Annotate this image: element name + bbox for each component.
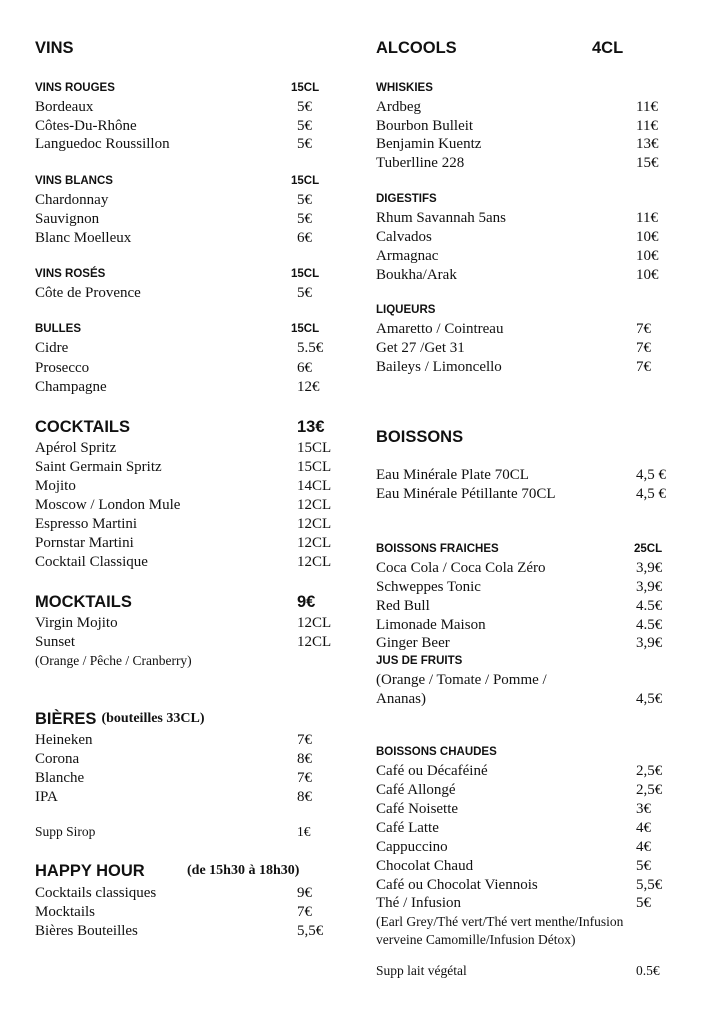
menu-item (376, 338, 668, 358)
group-header-jus-de-fruits (376, 651, 668, 671)
menu-item (376, 116, 668, 136)
menu-item (376, 134, 668, 154)
item-name: Languedoc Roussillon (35, 136, 170, 152)
item-name: Champagne (35, 379, 107, 395)
size: 15CL (291, 175, 320, 187)
group-header-vins-roses (35, 264, 325, 284)
item-price: 3€ (636, 801, 651, 817)
item-name: Bourbon Bulleit (376, 118, 474, 134)
menu-item (376, 780, 668, 800)
section-price: 13€ (297, 418, 325, 436)
group-header-vins-rouges (35, 78, 325, 98)
item-name: Supp lait végétal (376, 963, 467, 978)
item-name: Café Latte (376, 820, 439, 836)
item-name: Sauvignon (35, 211, 100, 227)
menu-item (376, 265, 668, 285)
item-price: 5,5€ (297, 923, 324, 939)
item-name: Limonade Maison (376, 617, 486, 633)
item-name: Blanche (35, 770, 85, 786)
item-price: 4€ (636, 839, 651, 855)
title: VINS ROUGES (35, 82, 115, 94)
note: verveine Camomille/Infusion Détox) (376, 932, 576, 947)
item-name: Café Allongé (376, 782, 456, 798)
item-name: Amaretto / Cointreau (376, 321, 504, 337)
menu-item (35, 495, 332, 515)
title: COCKTAILS (35, 418, 131, 436)
title: MOCKTAILS (35, 593, 132, 611)
item-size: 12CL (297, 554, 332, 570)
item-price: 6€ (297, 360, 312, 376)
item-name: Chocolat Chaud (376, 858, 474, 874)
item-price: 5€ (297, 211, 312, 227)
item-price: 5€ (297, 118, 312, 134)
section-title-mocktails (35, 592, 325, 612)
menu-item (376, 319, 668, 339)
subtitle: (bouteilles 33CL) (101, 711, 205, 726)
item-price: 4,5€ (636, 691, 663, 707)
item-name: Sunset (35, 634, 76, 650)
menu-item (376, 875, 668, 895)
menu-item (35, 116, 325, 136)
item-price: 12€ (297, 379, 320, 395)
item-price: 4,5 € (636, 467, 666, 483)
item-name: Saint Germain Spritz (35, 459, 162, 475)
item-name: Corona (35, 751, 80, 767)
item-name: Coca Cola / Coca Cola Zéro (376, 560, 546, 576)
menu-item (35, 358, 325, 378)
item-price: 5,5€ (636, 877, 663, 893)
menu-item (35, 730, 325, 750)
menu-item (35, 377, 325, 397)
menu-item (35, 476, 332, 496)
title: JUS DE FRUITS (376, 655, 463, 667)
item-name: Pornstar Martini (35, 535, 134, 551)
section-price: 9€ (297, 593, 316, 611)
item-name: Supp Sirop (35, 824, 96, 839)
item-price: 0.5€ (636, 963, 660, 978)
title: BIÈRES (35, 710, 97, 728)
item-price: 7€ (636, 321, 651, 337)
size: 25CL (634, 543, 663, 555)
item-name: Café Noisette (376, 801, 459, 817)
title: LIQUEURS (376, 304, 436, 316)
item-name: Get 27 /Get 31 (376, 340, 465, 356)
menu-item (35, 787, 325, 807)
item-name: Ginger Beer (376, 635, 450, 651)
note: (Orange / Pêche / Cranberry) (35, 653, 192, 668)
item-price: 9€ (297, 885, 312, 901)
item-price: 2,5€ (636, 782, 663, 798)
item-name: Rhum Savannah 5ans (376, 210, 506, 226)
item-price: 4.5€ (636, 617, 663, 633)
item-price: 7€ (636, 359, 651, 375)
menu-item (35, 514, 332, 534)
item-name: Bières Bouteilles (35, 923, 138, 939)
item-note (376, 670, 668, 690)
menu-item (376, 633, 668, 653)
item-note (35, 651, 325, 671)
item-name: Red Bull (376, 598, 430, 614)
item-size: 12CL (297, 535, 332, 551)
menu-item (35, 438, 332, 458)
title: BOISSONS (376, 428, 464, 446)
item-name: Cappuccino (376, 839, 448, 855)
group-header-digestifs (376, 189, 668, 209)
group-header-vins-blancs (35, 171, 325, 191)
title: DIGESTIFS (376, 193, 437, 205)
item-price: 7€ (297, 732, 312, 748)
menu-item (376, 465, 668, 485)
item-size: 12CL (297, 634, 332, 650)
menu-item (376, 893, 668, 913)
item-name: Heineken (35, 732, 93, 748)
group-header-whiskies (376, 78, 668, 98)
item-price: 8€ (297, 751, 312, 767)
menu-item (35, 209, 325, 229)
menu-item (35, 902, 325, 922)
item-name: Tuberlline 228 (376, 155, 465, 171)
item-price: 15€ (636, 155, 659, 171)
menu-item (376, 97, 668, 117)
menu-item (35, 228, 325, 248)
item-name: Chardonnay (35, 192, 109, 208)
section-title-alcools (376, 38, 668, 58)
item-name: Armagnac (376, 248, 439, 264)
title: VINS BLANCS (35, 175, 113, 187)
item-name: Benjamin Kuentz (376, 136, 482, 152)
item-price: 7€ (297, 770, 312, 786)
menu-item (376, 761, 668, 781)
item-name: Apérol Spritz (35, 440, 117, 456)
title: HAPPY HOUR (35, 862, 145, 880)
item-name: Virgin Mojito (35, 615, 118, 631)
item-name: Blanc Moelleux (35, 230, 132, 246)
item-size: 15CL (297, 440, 332, 456)
menu-item (35, 134, 325, 154)
item-name: Ananas) (376, 691, 426, 707)
menu-item (376, 558, 668, 578)
item-price: 8€ (297, 789, 312, 805)
menu-item (376, 689, 668, 709)
item-name: Mocktails (35, 904, 95, 920)
item-name: Baileys / Limoncello (376, 359, 502, 375)
item-name: Eau Minérale Plate 70CL (376, 467, 529, 483)
menu-item (376, 357, 668, 377)
item-name: Côte de Provence (35, 285, 141, 301)
item-price: 7€ (297, 904, 312, 920)
menu-item (35, 457, 332, 477)
section-title-bieres (35, 709, 325, 729)
menu-item (35, 632, 332, 652)
item-name: Café ou Chocolat Viennois (376, 877, 538, 893)
menu-item (376, 484, 668, 504)
section-title-cocktails (35, 417, 325, 437)
menu-item (376, 799, 668, 819)
menu-item (35, 338, 325, 358)
menu-item (376, 227, 668, 247)
item-name: Bordeaux (35, 99, 94, 115)
item-size: 15CL (297, 459, 332, 475)
item-name: Moscow / London Mule (35, 497, 181, 513)
menu-item (376, 856, 668, 876)
menu-item-supp (376, 961, 668, 981)
item-price: 5€ (636, 858, 651, 874)
item-name: IPA (35, 789, 58, 805)
menu-item (35, 283, 325, 303)
title: BOISSONS CHAUDES (376, 746, 497, 758)
item-price: 4.5€ (636, 598, 663, 614)
item-price: 5€ (297, 99, 312, 115)
item-price: 5€ (297, 136, 312, 152)
title: BULLES (35, 323, 81, 335)
menu-item (35, 190, 325, 210)
section-title-boissons (376, 427, 668, 447)
section-size: 4CL (592, 39, 624, 57)
group-header-boissons-chaudes (376, 742, 668, 762)
item-price: 5€ (297, 285, 312, 301)
menu-item (376, 615, 668, 635)
menu-item (35, 883, 325, 903)
menu-item (376, 577, 668, 597)
menu-item (376, 596, 668, 616)
item-name: Côtes-Du-Rhône (35, 118, 137, 134)
section-title-happy-hour (35, 861, 325, 881)
item-price: 10€ (636, 229, 659, 245)
item-name: Thé / Infusion (376, 895, 461, 911)
item-price: 3,9€ (636, 579, 663, 595)
title: BOISSONS FRAICHES (376, 543, 499, 555)
item-name: Mojito (35, 478, 76, 494)
item-name: Calvados (376, 229, 432, 245)
item-name: Cidre (35, 340, 69, 356)
title: VINS ROSÉS (35, 268, 106, 280)
title: WHISKIES (376, 82, 433, 94)
menu-item (35, 921, 325, 941)
menu-item (376, 818, 668, 838)
item-price: 11€ (636, 210, 658, 226)
item-price: 2,5€ (636, 763, 663, 779)
item-name: (Orange / Tomate / Pomme / (376, 672, 547, 688)
group-header-liqueurs (376, 300, 668, 320)
item-price: 10€ (636, 248, 659, 264)
menu-item-supp (35, 822, 325, 842)
item-name: Café ou Décaféiné (376, 763, 488, 779)
item-price: 5€ (297, 192, 312, 208)
item-price: 11€ (636, 99, 658, 115)
menu-item (376, 208, 668, 228)
item-price: 6€ (297, 230, 312, 246)
item-price: 4€ (636, 820, 651, 836)
item-price: 3,9€ (636, 560, 663, 576)
menu-item (376, 246, 668, 266)
item-size: 12CL (297, 497, 332, 513)
item-name: Cocktails classiques (35, 885, 157, 901)
item-name: Eau Minérale Pétillante 70CL (376, 486, 556, 502)
note: (Earl Grey/Thé vert/Thé vert menthe/Infusion (376, 914, 624, 929)
item-price: 13€ (636, 136, 659, 152)
item-note (376, 912, 686, 932)
size: 15CL (291, 268, 320, 280)
size: 15CL (291, 82, 320, 94)
item-size: 14CL (297, 478, 332, 494)
menu-item (376, 837, 668, 857)
item-price: 5.5€ (297, 340, 324, 356)
menu-item (35, 97, 325, 117)
item-note (376, 930, 668, 950)
menu-item (35, 552, 332, 572)
item-name: Espresso Martini (35, 516, 138, 532)
menu-item (35, 613, 332, 633)
item-size: 12CL (297, 516, 332, 532)
subtitle: (de 15h30 à 18h30) (187, 863, 300, 878)
section-title-vins (35, 38, 325, 58)
title: ALCOOLS (376, 39, 457, 57)
item-price: 7€ (636, 340, 651, 356)
item-price: 10€ (636, 267, 659, 283)
item-size: 12CL (297, 615, 332, 631)
item-price: 11€ (636, 118, 658, 134)
menu-item (376, 153, 668, 173)
menu-item (35, 768, 325, 788)
item-name: Ardbeg (376, 99, 421, 115)
item-price: 4,5 € (636, 486, 666, 502)
group-header-boissons-fraiches (376, 539, 668, 559)
title: VINS (35, 39, 74, 57)
group-header-bulles (35, 319, 325, 339)
item-name: Cocktail Classique (35, 554, 148, 570)
menu-item (35, 749, 325, 769)
item-price: 5€ (636, 895, 651, 911)
item-name: Boukha/Arak (376, 267, 457, 283)
menu-item (35, 533, 332, 553)
item-name: Prosecco (35, 360, 90, 376)
item-price: 1€ (297, 824, 311, 839)
item-name: Schweppes Tonic (376, 579, 481, 595)
size: 15CL (291, 323, 320, 335)
item-price: 3,9€ (636, 635, 663, 651)
